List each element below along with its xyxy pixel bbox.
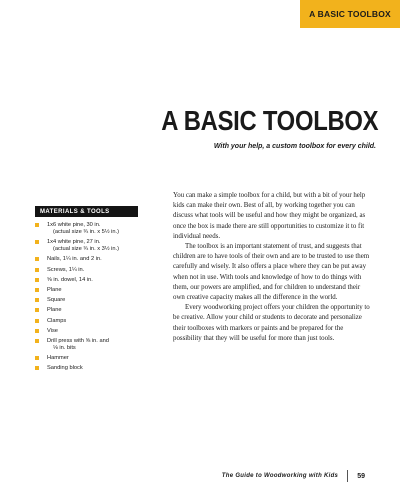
square-bullet-icon bbox=[35, 268, 39, 272]
materials-item-subtext: (actual size ¾ in. x 5½ in.) bbox=[53, 229, 120, 235]
materials-list bbox=[35, 222, 150, 375]
materials-item-text: Square bbox=[47, 297, 66, 304]
square-bullet-icon bbox=[35, 240, 39, 244]
section-label: A BASIC TOOLBOX bbox=[309, 9, 391, 19]
square-bullet-icon bbox=[35, 223, 39, 227]
materials-item-text: Clamps bbox=[47, 317, 67, 324]
materials-item bbox=[35, 355, 150, 362]
materials-item-text: Vise bbox=[47, 327, 58, 334]
materials-item-text: Sanding block bbox=[47, 365, 83, 372]
materials-item bbox=[35, 318, 150, 325]
square-bullet-icon bbox=[35, 298, 39, 302]
materials-item bbox=[35, 222, 150, 236]
materials-heading-label: MATERIALS & TOOLS bbox=[40, 208, 110, 215]
materials-item bbox=[35, 267, 150, 274]
square-bullet-icon bbox=[35, 257, 39, 261]
materials-item-text: Drill press with ⅝ in. and bbox=[47, 337, 109, 344]
square-bullet-icon bbox=[35, 366, 39, 370]
footer-divider bbox=[347, 470, 348, 482]
square-bullet-icon bbox=[35, 356, 39, 360]
square-bullet-icon bbox=[35, 308, 39, 312]
materials-heading bbox=[35, 206, 138, 217]
materials-item bbox=[35, 277, 150, 284]
square-bullet-icon bbox=[35, 278, 39, 282]
square-bullet-icon bbox=[35, 329, 39, 333]
materials-item bbox=[35, 287, 150, 294]
materials-item-text: Nails, 1¼ in. and 2 in. bbox=[47, 256, 102, 263]
square-bullet-icon bbox=[35, 288, 39, 292]
materials-item bbox=[35, 307, 150, 314]
body-paragraph: The toolbox is an important statement of trust, and suggests that children are to have tools of their own and are to be trusted to use them carefully and wisely. It also offers a place where they can be put away when not in use. With tools and knowledge of how to do things with them, our powers are amplified, and for children to understand their own creative capacity makes all the difference in the world. bbox=[173, 243, 370, 302]
body-text bbox=[173, 191, 373, 344]
materials-item bbox=[35, 338, 150, 352]
square-bullet-icon bbox=[35, 319, 39, 323]
materials-item-text: Plane bbox=[47, 286, 62, 293]
materials-item-text: Screws, 1¼ in. bbox=[47, 266, 85, 273]
footer-book-title: The Guide to Woodworking with Kids bbox=[221, 473, 339, 479]
materials-item-text: Hammer bbox=[47, 355, 69, 362]
materials-item bbox=[35, 328, 150, 335]
section-tab bbox=[300, 0, 400, 28]
materials-item-text: 1x6 white pine, 30 in. bbox=[47, 222, 101, 228]
square-bullet-icon bbox=[35, 339, 39, 343]
body-paragraph: Every woodworking project offers your children the opportunity to be creative. Allow your child or students to decorate and personalize their toolboxes with markers or paints and be prepared for the possibility that they will be useful for more than just tools. bbox=[173, 304, 370, 342]
materials-item bbox=[35, 256, 150, 263]
materials-item-text: Plane bbox=[47, 307, 62, 314]
body-paragraph: You can make a simple toolbox for a child, but with a bit of your help kids can make their own. Best of all, by working together you can discuss what tools will be useful and how they might be organized, as once the box is made there are still opportunities to customize it to fit individual needs. bbox=[173, 192, 366, 240]
page-number: 59 bbox=[357, 472, 365, 480]
materials-item-subtext: ⅛ in. bits bbox=[53, 344, 76, 351]
materials-item-text: ⅝ in. dowel, 14 in. bbox=[47, 276, 93, 283]
materials-item bbox=[35, 297, 150, 304]
page-subtitle: With your help, a custom toolbox for every child. bbox=[213, 143, 376, 150]
page-title: A BASIC TOOLBOX bbox=[160, 105, 378, 136]
materials-item bbox=[35, 365, 150, 372]
materials-item-text: 1x4 white pine, 27 in. bbox=[47, 239, 101, 246]
materials-item-subtext: (actual size ¾ in. x 3½ in.) bbox=[53, 246, 120, 253]
materials-item bbox=[35, 239, 150, 253]
page-footer bbox=[222, 470, 365, 482]
